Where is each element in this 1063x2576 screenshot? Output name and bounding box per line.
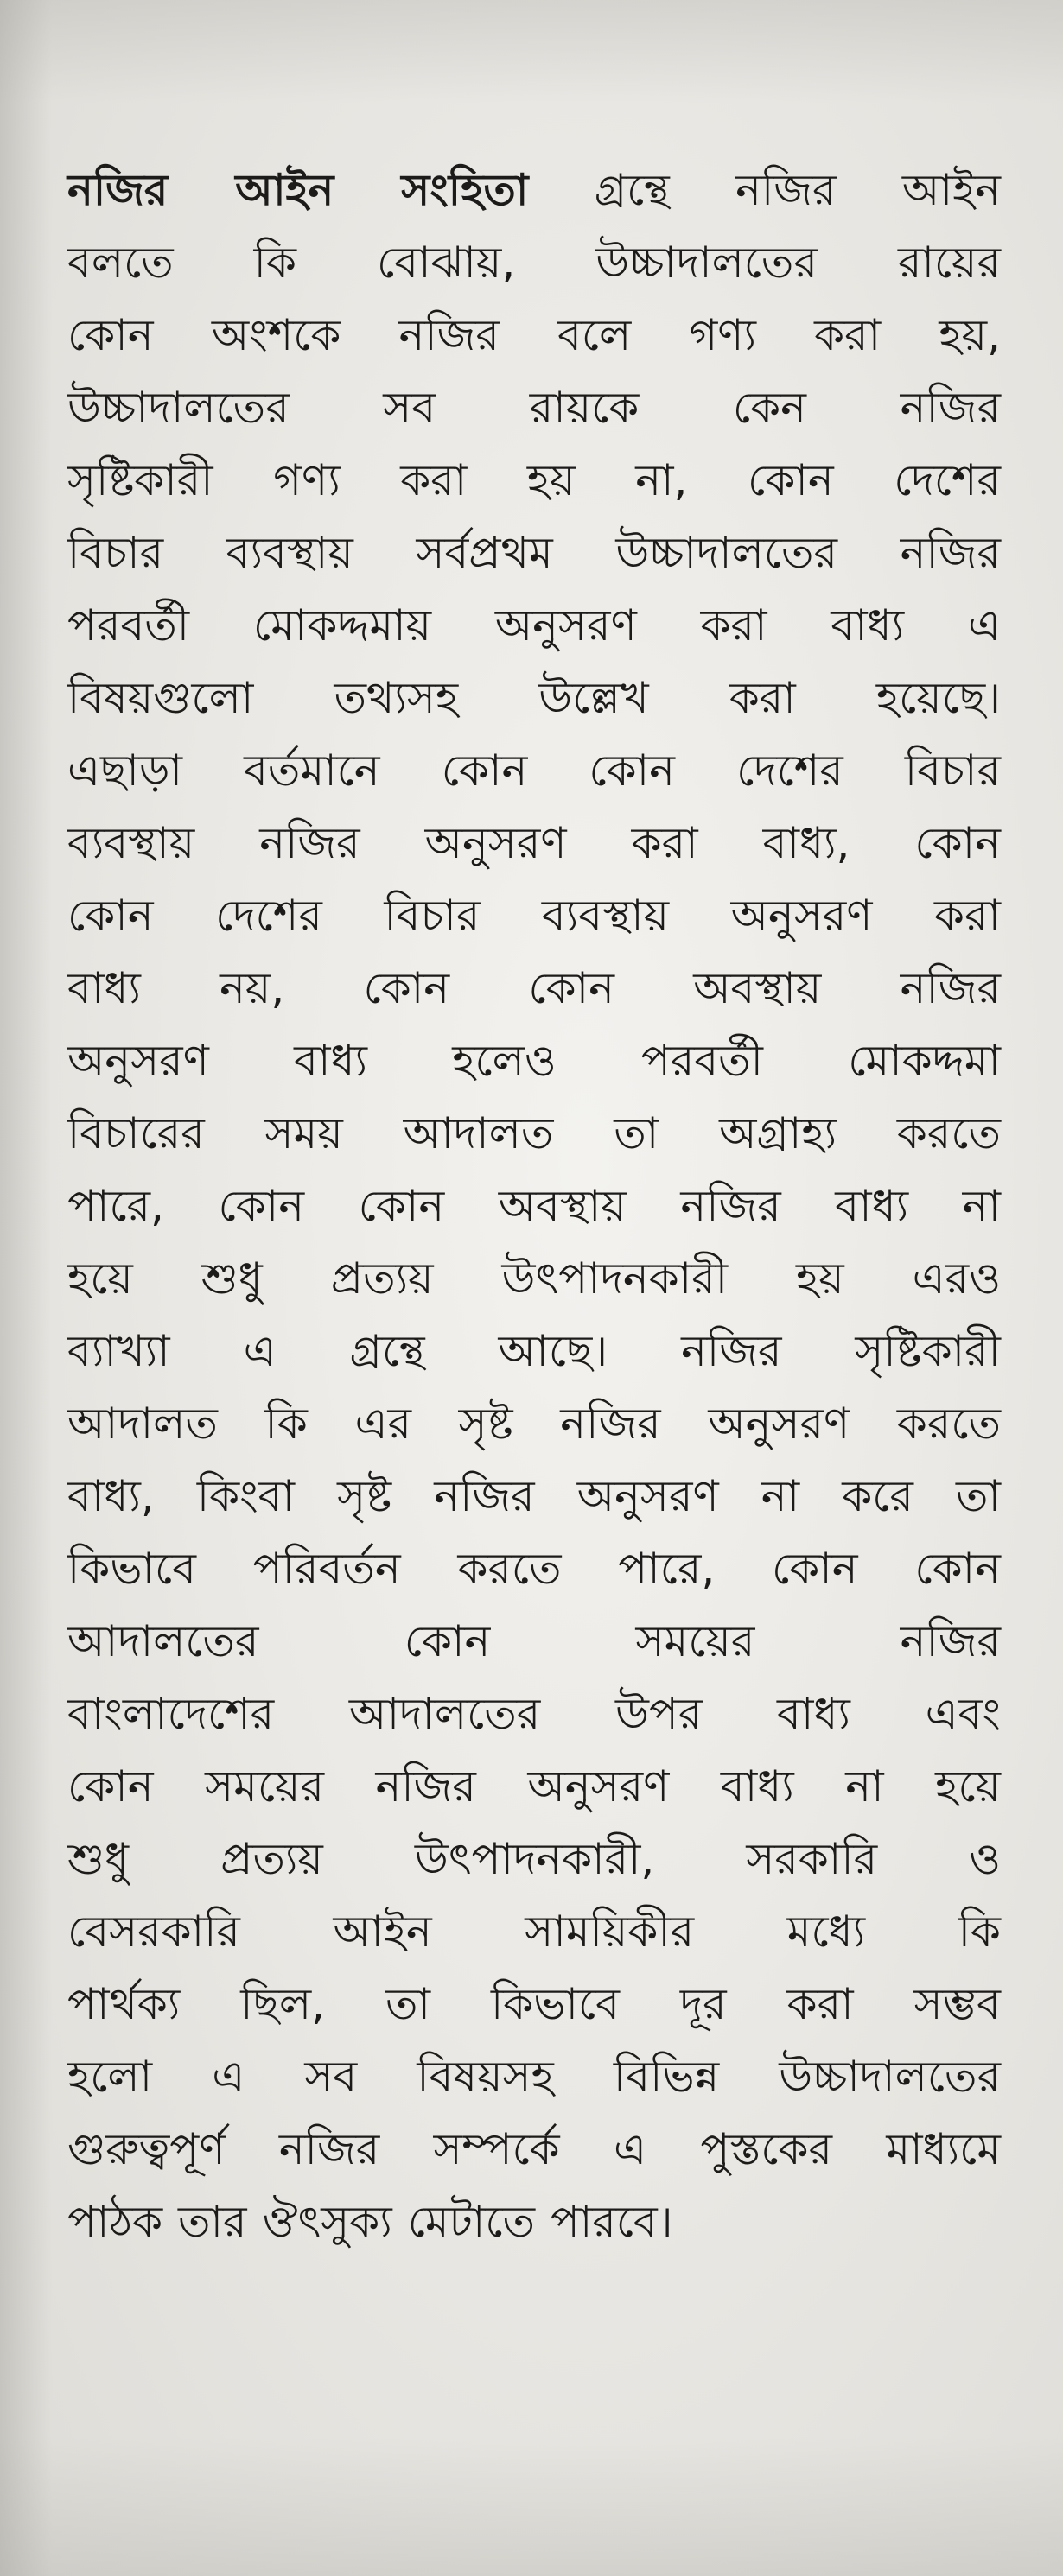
text-line: পার্থক্য ছিল, তা কিভাবে দূর করা সম্ভব — [67, 1979, 1001, 2029]
text-line: বিচার ব্যবস্থায় সর্বপ্রথম উচ্চাদালতের নজির — [67, 528, 1001, 578]
text-line: পারে, কোন কোন অবস্থায় নজির বাধ্য না — [67, 1181, 1001, 1231]
text-line: বাংলাদেশের আদালতের উপর বাধ্য এবং — [67, 1689, 1001, 1739]
text-line: পরবর্তী মোকদ্দমায় অনুসরণ করা বাধ্য এ — [67, 600, 1001, 650]
text-line: অনুসরণ বাধ্য হলেও পরবর্তী মোকদ্দমা — [67, 1036, 1001, 1086]
text-line: বেসরকারি আইন সাময়িকীর মধ্যে কি — [67, 1907, 1001, 1957]
page-bottom-shadow — [0, 2438, 1063, 2576]
text-line: বিচারের সময় আদালত তা অগ্রাহ্য করতে — [67, 1108, 1001, 1158]
text-line: কিভাবে পরিবর্তন করতে পারে, কোন কোন — [67, 1544, 1001, 1594]
text-line: হলো এ সব বিষয়সহ বিভিন্ন উচ্চাদালতের — [67, 2052, 1001, 2102]
blurb-paragraph — [67, 154, 1001, 2258]
text-line-rest: গ্রন্থে নজির আইন — [528, 165, 1001, 215]
text-line: কোন সময়ের নজির অনুসরণ বাধ্য না হয়ে — [67, 1761, 1001, 1811]
text-line: বাধ্য নয়, কোন কোন অবস্থায় নজির — [67, 963, 1001, 1013]
text-line: কোন দেশের বিচার ব্যবস্থায় অনুসরণ করা — [67, 891, 1001, 941]
text-line: বলতে কি বোঝায়, উচ্চাদালতের রায়ের — [67, 238, 1001, 288]
page-edge-shadow — [0, 0, 52, 2576]
text-line: উচ্চাদালতের সব রায়কে কেন নজির — [67, 383, 1001, 433]
text-line: বাধ্য, কিংবা সৃষ্ট নজির অনুসরণ না করে তা — [67, 1471, 1001, 1521]
book-title-phrase: নজির আইন সংহিতা — [67, 165, 529, 215]
text-line: আদালতের কোন সময়ের নজির — [67, 1616, 1001, 1666]
text-line: সৃষ্টিকারী গণ্য করা হয় না, কোন দেশের — [67, 455, 1001, 505]
text-line — [67, 154, 1001, 226]
text-line: এছাড়া বর্তমানে কোন কোন দেশের বিচার — [67, 746, 1001, 796]
text-line: কোন অংশকে নজির বলে গণ্য করা হয়, — [67, 310, 1001, 360]
text-line: ব্যাখ্যা এ গ্রন্থে আছে। নজির সৃষ্টিকারী — [67, 1326, 1001, 1376]
page-top-shadow — [0, 0, 1063, 104]
text-line: আদালত কি এর সৃষ্ট নজির অনুসরণ করতে — [67, 1399, 1001, 1449]
text-line: শুধু প্রত্যয় উৎপাদনকারী, সরকারি ও — [67, 1834, 1001, 1884]
text-line-last: পাঠক তার ঔৎসুক্য মেটাতে পারবে। — [67, 2197, 673, 2247]
text-line: ব্যবস্থায় নজির অনুসরণ করা বাধ্য, কোন — [67, 818, 1001, 868]
text-line: গুরুত্বপূর্ণ নজির সম্পর্কে এ পুস্তকের মাধ্যমে — [67, 2124, 1001, 2174]
text-line: বিষয়গুলো তথ্যসহ উল্লেখ করা হয়েছে। — [67, 673, 1001, 723]
text-line: হয়ে শুধু প্রত্যয় উৎপাদনকারী হয় এরও — [67, 1253, 1001, 1304]
